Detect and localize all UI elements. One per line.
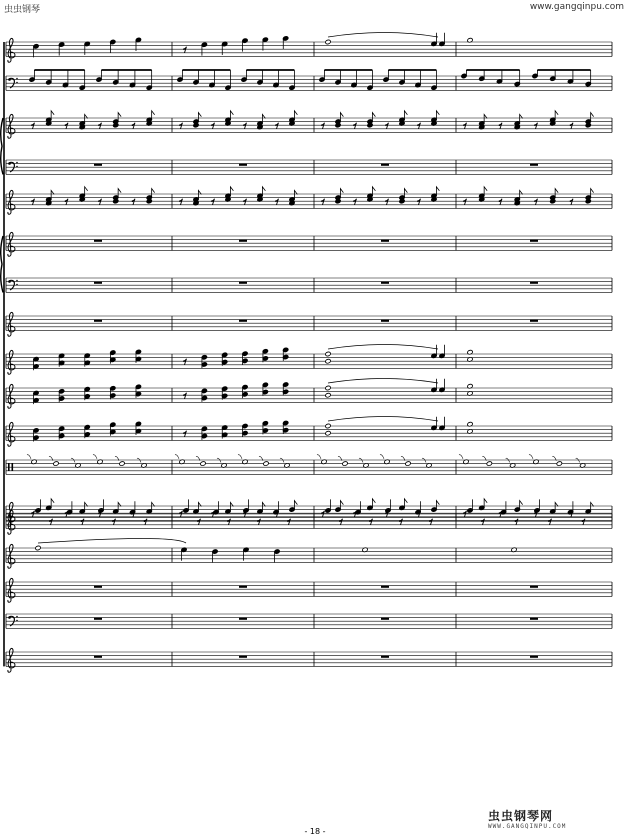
- piano-brace: [1, 236, 3, 292]
- watermark-title: 虫虫钢琴网: [488, 809, 554, 823]
- rest-dot: [275, 200, 277, 202]
- site-url-header: www.gangqinpu.com: [529, 2, 624, 12]
- note-head: [342, 461, 348, 466]
- rest-dot: [399, 520, 401, 522]
- whole-rest: [381, 240, 389, 242]
- eighth-flag: [591, 502, 594, 511]
- bass-clef-dot: [8, 280, 11, 283]
- bass-clef-dot: [8, 78, 11, 81]
- eighth-flag: [85, 187, 88, 196]
- note-head: [200, 461, 206, 466]
- note-head: [53, 461, 59, 466]
- staff-s13: [6, 499, 612, 526]
- staff-s9: [6, 345, 612, 375]
- rest-dot: [385, 124, 387, 126]
- whole-rest: [239, 240, 247, 242]
- eighth-flag: [484, 187, 487, 196]
- eighth-flag: [404, 189, 407, 198]
- bass-clef-dot: [16, 78, 18, 80]
- rest-dot: [463, 200, 465, 202]
- whole-rest: [530, 282, 538, 284]
- slur: [328, 345, 438, 350]
- site-name-header: 虫虫钢琴: [4, 5, 41, 15]
- grace-note: [175, 455, 179, 459]
- rest-dot: [197, 520, 199, 522]
- rest-dot: [31, 124, 33, 126]
- bass-clef-dot: [8, 616, 11, 619]
- rest-dot: [499, 124, 501, 126]
- rest-dot: [183, 360, 185, 362]
- rest-dot: [534, 124, 536, 126]
- rest-dot: [179, 200, 181, 202]
- eighth-flag: [372, 187, 375, 196]
- staff-s7: [6, 278, 612, 292]
- grace-note: [422, 458, 426, 462]
- rest-dot: [144, 520, 146, 522]
- rest-dot: [429, 520, 431, 522]
- eighth-flag: [198, 502, 201, 511]
- whole-rest: [381, 618, 389, 620]
- rest-dot: [534, 200, 536, 202]
- bass-clef-dot: [16, 166, 18, 168]
- grace-note: [71, 458, 75, 462]
- rest-dot: [257, 520, 259, 522]
- percussion-clef-icon: [12, 463, 14, 471]
- eighth-flag: [152, 502, 155, 511]
- eighth-flag: [294, 190, 297, 199]
- rest-dot: [417, 124, 419, 126]
- note-head: [486, 461, 492, 466]
- rest-dot: [98, 124, 100, 126]
- eighth-flag: [340, 189, 343, 198]
- rest-dot: [49, 520, 51, 522]
- note-head: [405, 461, 411, 466]
- staff-s16: [6, 578, 612, 602]
- staff-s5: [6, 187, 612, 214]
- whole-rest: [381, 320, 389, 322]
- rest-dot: [321, 124, 323, 126]
- rest-dot: [321, 200, 323, 202]
- rest-dot: [183, 394, 185, 396]
- staff-s8: [6, 312, 612, 336]
- rest-dot: [112, 520, 114, 522]
- whole-rest: [94, 586, 102, 588]
- eighth-flag: [520, 190, 523, 199]
- eighth-flag: [436, 501, 439, 510]
- rest-dot: [211, 124, 213, 126]
- whole-rest: [530, 240, 538, 242]
- bass-clef-dot: [16, 162, 18, 164]
- rest-dot: [287, 520, 289, 522]
- rest-dot: [570, 200, 572, 202]
- eighth-flag: [555, 502, 558, 511]
- eighth-flag: [436, 187, 439, 196]
- grace-note: [137, 458, 141, 462]
- grace-note: [217, 458, 221, 462]
- staff-s18: [6, 648, 612, 672]
- grace-note: [238, 455, 242, 459]
- note-head: [556, 461, 562, 466]
- eighth-flag: [340, 113, 343, 122]
- eighth-flag: [404, 111, 407, 120]
- staff-s1: [6, 33, 612, 63]
- bass-clef-dot: [16, 616, 18, 618]
- eighth-flag: [340, 501, 343, 510]
- rest-dot: [31, 200, 33, 202]
- note-head: [119, 461, 125, 466]
- note-head: [325, 393, 331, 398]
- note-head: [325, 385, 331, 390]
- eighth-flag: [152, 111, 155, 120]
- rest-dot: [227, 520, 229, 522]
- rest-dot: [353, 124, 355, 126]
- rest-dot: [582, 520, 584, 522]
- eighth-flag: [118, 113, 121, 122]
- staff-s10: [6, 379, 612, 409]
- eighth-flag: [294, 111, 297, 120]
- whole-rest: [94, 282, 102, 284]
- eighth-flag: [436, 111, 439, 120]
- grace-note: [506, 458, 510, 462]
- eighth-flag: [372, 499, 375, 508]
- rest-dot: [417, 200, 419, 202]
- eighth-flag: [294, 501, 297, 510]
- bass-clef-dot: [16, 82, 18, 84]
- whole-rest: [239, 618, 247, 620]
- whole-rest: [530, 320, 538, 322]
- rest-dot: [179, 124, 181, 126]
- eighth-flag: [484, 499, 487, 508]
- eighth-flag: [198, 190, 201, 199]
- bass-clef-dot: [16, 620, 18, 622]
- rest-dot: [81, 520, 83, 522]
- eighth-flag: [230, 187, 233, 196]
- slur: [328, 33, 438, 38]
- eighth-flag: [230, 111, 233, 120]
- whole-rest: [381, 586, 389, 588]
- whole-rest: [239, 586, 247, 588]
- staff-s11: [6, 417, 612, 447]
- rest-dot: [570, 124, 572, 126]
- note-head: [325, 39, 331, 44]
- rest-dot: [499, 200, 501, 202]
- whole-rest: [239, 656, 247, 658]
- eighth-flag: [230, 502, 233, 511]
- whole-rest: [530, 164, 538, 166]
- note-head: [325, 351, 331, 356]
- rest-dot: [385, 200, 387, 202]
- staff-s4: [6, 160, 612, 174]
- eighth-flag: [591, 189, 594, 198]
- rest-dot: [548, 520, 550, 522]
- staff-s2: [6, 70, 612, 90]
- eighth-flag: [262, 502, 265, 511]
- staff-s3: [6, 111, 612, 138]
- whole-rest: [94, 656, 102, 658]
- grace-note: [359, 458, 363, 462]
- watermark-url: WWW.GANGQINPU.COM: [488, 823, 567, 830]
- eighth-flag: [118, 502, 121, 511]
- rest-dot: [515, 520, 517, 522]
- whole-rest: [239, 164, 247, 166]
- whole-rest: [94, 618, 102, 620]
- grace-note: [380, 455, 384, 459]
- eighth-flag: [520, 501, 523, 510]
- rest-dot: [65, 200, 67, 202]
- staff-s12: [6, 455, 612, 475]
- eighth-flag: [372, 113, 375, 122]
- rest-dot: [275, 124, 277, 126]
- piano-brace: [1, 118, 3, 174]
- rest-dot: [98, 200, 100, 202]
- grace-note: [27, 455, 31, 459]
- whole-rest: [94, 320, 102, 322]
- eighth-flag: [198, 113, 201, 122]
- whole-rest: [530, 586, 538, 588]
- eighth-flag: [591, 113, 594, 122]
- note-head: [325, 431, 331, 436]
- eighth-flag: [262, 114, 265, 123]
- grace-note: [317, 455, 321, 459]
- rest-dot: [243, 200, 245, 202]
- whole-rest: [381, 656, 389, 658]
- rest-dot: [339, 520, 341, 522]
- rest-dot: [369, 520, 371, 522]
- rest-dot: [183, 48, 185, 50]
- eighth-flag: [118, 189, 121, 198]
- rest-dot: [65, 124, 67, 126]
- bass-clef-dot: [16, 284, 18, 286]
- note-head: [263, 461, 269, 466]
- rest-dot: [353, 200, 355, 202]
- rest-dot: [132, 124, 134, 126]
- whole-rest: [94, 240, 102, 242]
- watermark-logo: [488, 807, 612, 833]
- staff-s17: [6, 614, 612, 628]
- eighth-flag: [262, 187, 265, 196]
- staff-s6: [6, 232, 612, 256]
- whole-rest: [239, 282, 247, 284]
- whole-rest: [381, 164, 389, 166]
- eighth-flag: [404, 499, 407, 508]
- page-number: - 18 -: [304, 827, 326, 836]
- bass-clef-dot: [16, 280, 18, 282]
- tie: [38, 539, 186, 544]
- bass-clef-dot: [8, 162, 11, 165]
- eighth-flag: [51, 190, 54, 199]
- eighth-flag: [555, 111, 558, 120]
- rest-dot: [183, 432, 185, 434]
- whole-rest: [94, 164, 102, 166]
- note-head: [35, 545, 41, 550]
- rest-dot: [132, 200, 134, 202]
- grace-note: [529, 455, 533, 459]
- note-head: [325, 423, 331, 428]
- whole-rest: [239, 320, 247, 322]
- eighth-flag: [85, 502, 88, 511]
- eighth-flag: [51, 111, 54, 120]
- eighth-flag: [555, 189, 558, 198]
- grace-note: [459, 455, 463, 459]
- rest-dot: [243, 124, 245, 126]
- eighth-flag: [152, 189, 155, 198]
- rest-dot: [481, 520, 483, 522]
- whole-rest: [381, 282, 389, 284]
- grace-note: [576, 458, 580, 462]
- rest-dot: [211, 200, 213, 202]
- eighth-flag: [484, 114, 487, 123]
- note-head: [325, 359, 331, 364]
- percussion-clef-icon: [8, 463, 10, 471]
- rest-dot: [463, 124, 465, 126]
- whole-rest: [530, 618, 538, 620]
- slur: [328, 417, 438, 422]
- grace-note: [93, 455, 97, 459]
- eighth-flag: [520, 114, 523, 123]
- whole-rest: [530, 656, 538, 658]
- staff-s15: [6, 539, 612, 569]
- eighth-flag: [85, 114, 88, 123]
- eighth-flag: [51, 499, 54, 508]
- slur: [328, 379, 438, 384]
- grace-note: [280, 458, 284, 462]
